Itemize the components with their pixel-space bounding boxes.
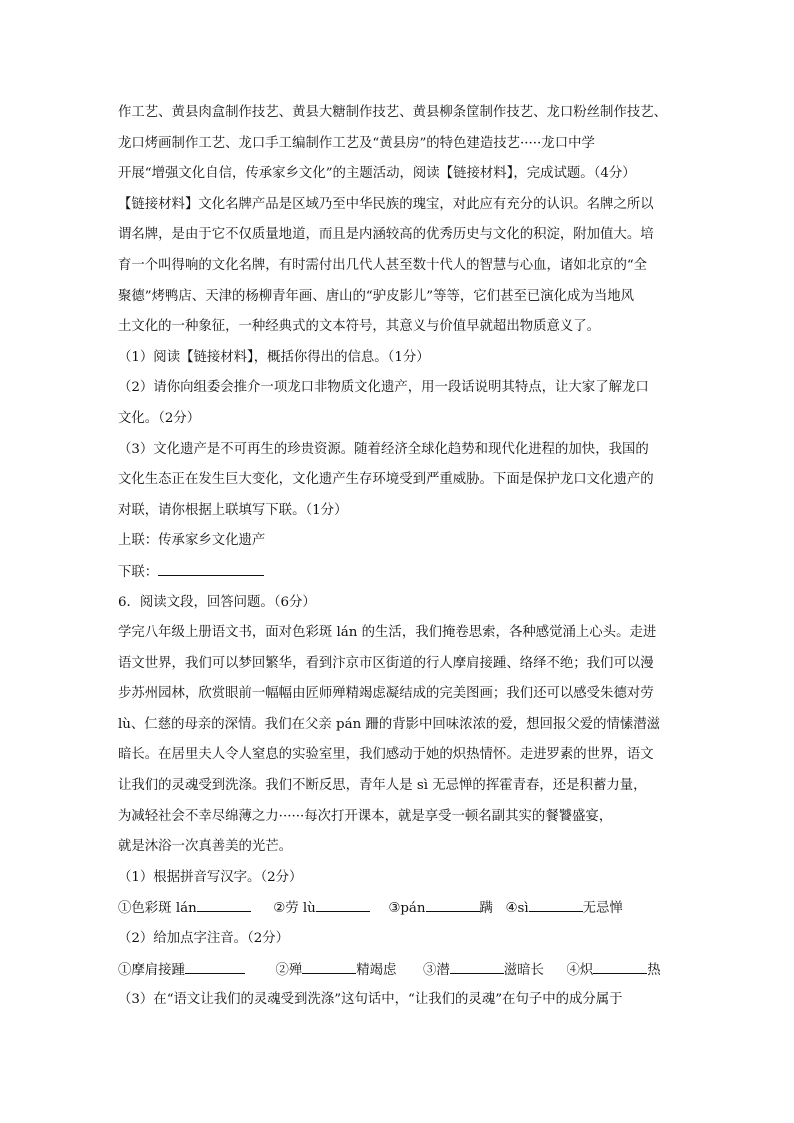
item-label: ③pán <box>388 901 426 917</box>
answer-blank[interactable] <box>593 955 647 974</box>
intro-line: 作工艺、黄县肉盒制作技艺、黄县大糖制作技艺、黄县柳条筐制作技艺、龙口粉丝制作技艺、 <box>118 105 668 120</box>
item-label: ①摩肩接踵 <box>118 962 185 978</box>
item-label: ②殚 <box>275 962 303 978</box>
intro-line: 开展“增强文化自信，传承家乡文化”的主题活动，阅读【链接材料】，完成试题。（4分） <box>118 166 636 182</box>
sub-question-3: （3）在“语文让我们的灵魂受到洗涤”这句话中，“让我们的灵魂”在句子中的成分属于 <box>118 992 623 1008</box>
item-label: ④sì <box>505 901 529 917</box>
passage-line: 学完八年级上册语文书，面对色彩斑 lán 的生活，我们掩卷思索，各种感觉涌上心头。走进 <box>118 625 657 641</box>
sub-question-1-title: （1）根据拼音写汉字。（2分） <box>118 869 303 885</box>
document-page <box>118 98 678 1016</box>
couplet-lower <box>118 557 678 588</box>
question-3-line: 对联，请你根据上联填写下联。（1分） <box>118 502 348 518</box>
material-line: 土文化的一种象征，一种经典式的文本符号，其意义与价值早就超出物质意义了。 <box>118 319 601 335</box>
item-label: ③潜 <box>422 962 450 978</box>
section-6-title: 6．阅读文段，回答问题。（6分） <box>118 594 316 610</box>
sub-question-1-items <box>118 893 678 924</box>
passage-line: lù、仁慈的母亲的深情。我们在父亲 pán 跚的背影中回味浓浓的爱，想回报父爱的情愫潜滋 <box>118 716 661 732</box>
item-suffix: 热 <box>647 962 661 978</box>
question-3-line: （3）文化遗产是不可再生的珍贵资源。随着经济全球化趋势和现代化进程的加快，我国的 <box>118 441 649 457</box>
answer-blank[interactable] <box>450 955 504 974</box>
item-label: ②劳 lù <box>273 901 316 917</box>
answer-blank[interactable] <box>426 893 480 912</box>
answer-blank[interactable] <box>529 893 583 912</box>
item-label: ①色彩斑 lán <box>118 901 197 917</box>
answer-blank[interactable] <box>302 955 356 974</box>
item-suffix: 滋暗长 <box>503 962 544 978</box>
intro-line: 龙口烤画制作工艺、龙口手工编制作工艺及“黄县房”的特色建造技艺·····龙口中学 <box>118 135 595 151</box>
question-2-line: 文化。（2分） <box>118 410 201 426</box>
passage-line: 语文世界，我们可以梦回繁华，看到汴京市区街道的行人摩肩接踵、络绎不绝；我们可以漫 <box>118 655 654 671</box>
item-suffix: 无忌惮 <box>582 901 623 917</box>
material-line: 聚德”烤鸭店、天津的杨柳青年画、唐山的“驴皮影儿”等等，它们甚至已演化成为当地风 <box>118 288 634 304</box>
couplet-answer-blank[interactable] <box>158 557 264 576</box>
question-3-line: 文化生态正在发生巨大变化，文化遗产生存环境受到严重威胁。下面是保护龙口文化遗产的 <box>118 472 654 488</box>
passage-line: 让我们的灵魂受到洗涤。我们不断反思，青年人是 sì 无忌惮的挥霍青春，还是积蓄力量， <box>118 778 647 794</box>
answer-blank[interactable] <box>197 893 251 912</box>
passage-line: 就是沐浴一次真善美的光芒。 <box>118 839 293 855</box>
passage-line: 暗长。在居里夫人令人窒息的实验室里，我们感动于她的炽热情怀。走进罗素的世界，语文 <box>118 747 654 763</box>
material-line: 【链接材料】文化名牌产品是区域乃至中华民族的瑰宝，对此应有充分的认识。名牌之所以 <box>118 196 654 212</box>
item-label: ④炽 <box>566 962 594 978</box>
passage-line: 为减轻社会不幸尽绵薄之力······每次打开课本，就是享受一顿名副其实的餐饕盛宴， <box>118 808 613 824</box>
item-suffix: 精竭虑 <box>356 962 397 978</box>
sub-question-2-items <box>118 955 678 986</box>
couplet-lower-label: 下联： <box>118 564 159 580</box>
question-1: （1）阅读【链接材料】，概括你得出的信息。（1分） <box>118 349 430 365</box>
passage-line: 步苏州园林，欣赏眼前一幅幅由匠师殚精竭虑凝结成的完美图画；我们还可以感受朱德对劳 <box>118 686 654 702</box>
material-line: 谓名牌，是由于它不仅质量地道，而且是内涵较高的优秀历史与文化的积淀，附加值大。培 <box>118 227 654 243</box>
answer-blank[interactable] <box>316 893 370 912</box>
sub-question-2-title: （2）给加点字注音。（2分） <box>118 931 290 947</box>
question-2-line: （2）请你向组委会推介一项龙口非物质文化遗产，用一段话说明其特点，让大家了解龙口 <box>118 380 649 396</box>
couplet-upper: 上联：传承家乡文化遗产 <box>118 533 266 549</box>
material-line: 育一个叫得响的文化名牌，有时需付出几代人甚至数十代人的智慧与心血，诸如北京的“全 <box>118 257 648 273</box>
answer-blank[interactable] <box>185 955 245 974</box>
item-suffix: 蹒 <box>479 901 493 917</box>
